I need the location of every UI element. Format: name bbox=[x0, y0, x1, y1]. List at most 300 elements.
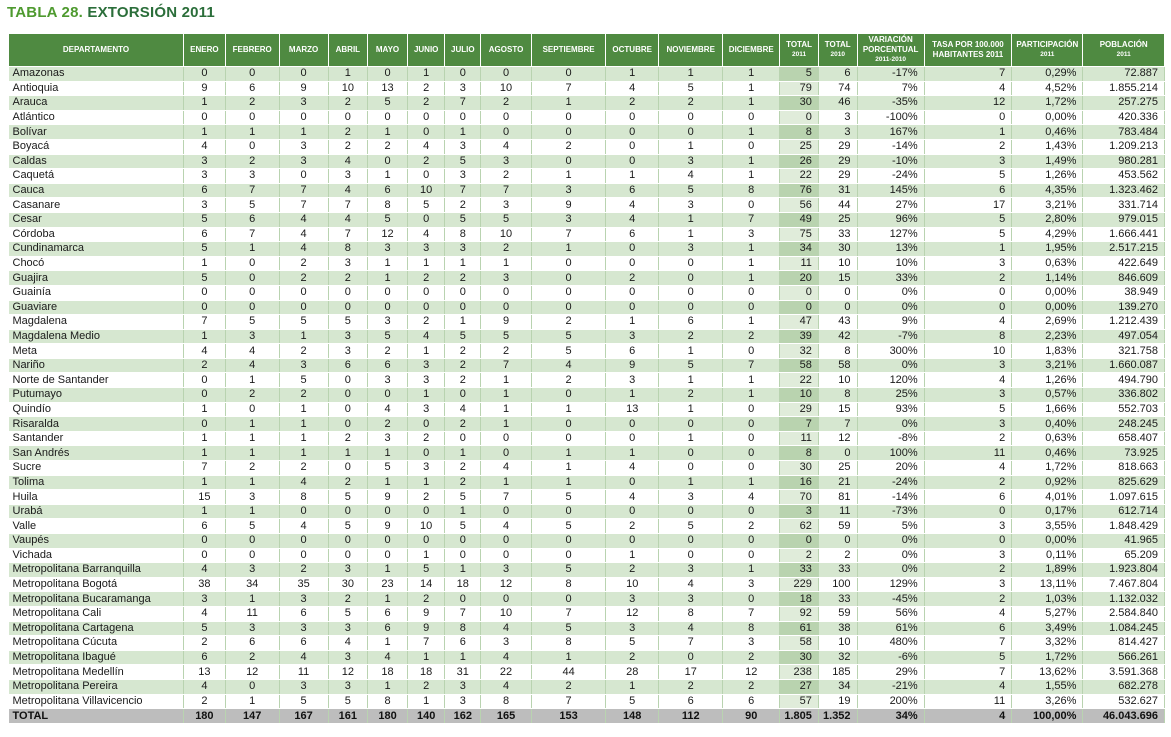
month-cell: 7 bbox=[723, 358, 780, 373]
month-cell: 8 bbox=[723, 183, 780, 198]
month-cell: 4 bbox=[184, 563, 226, 578]
month-cell: 3 bbox=[328, 621, 368, 636]
month-cell: 0 bbox=[606, 256, 659, 271]
value-cell: 6 bbox=[924, 490, 1012, 505]
month-cell: 5 bbox=[481, 212, 532, 227]
month-cell: 3 bbox=[279, 96, 328, 111]
month-cell: 0 bbox=[531, 548, 605, 563]
column-header-label: JULIO bbox=[451, 45, 475, 54]
value-cell: 145% bbox=[857, 183, 924, 198]
month-cell: 5 bbox=[279, 315, 328, 330]
value-cell: 0 bbox=[924, 285, 1012, 300]
table-row bbox=[9, 139, 1165, 154]
table-row bbox=[9, 373, 1165, 388]
month-cell: 1 bbox=[445, 446, 481, 461]
table-row bbox=[9, 169, 1165, 184]
month-cell: 0 bbox=[481, 431, 532, 446]
month-cell: 0 bbox=[368, 110, 408, 125]
value-cell: -17% bbox=[857, 67, 924, 82]
department-cell: Urabá bbox=[9, 504, 184, 519]
month-cell: 0 bbox=[659, 271, 723, 286]
value-cell: 4,29% bbox=[1012, 227, 1083, 242]
month-cell: 0 bbox=[481, 125, 532, 140]
month-cell: 18 bbox=[407, 665, 445, 680]
month-cell: 8 bbox=[445, 227, 481, 242]
month-cell: 1 bbox=[368, 679, 408, 694]
value-cell: 29 bbox=[818, 169, 857, 184]
value-cell: 6 bbox=[818, 67, 857, 82]
month-cell: 0 bbox=[445, 592, 481, 607]
month-cell: 4 bbox=[328, 636, 368, 651]
table-row bbox=[9, 606, 1165, 621]
total-2011-cell: 22 bbox=[780, 169, 819, 184]
month-cell: 5 bbox=[184, 271, 226, 286]
column-header bbox=[328, 34, 368, 67]
month-cell: 0 bbox=[659, 256, 723, 271]
month-cell: 28 bbox=[606, 665, 659, 680]
month-cell: 6 bbox=[184, 227, 226, 242]
month-cell: 0 bbox=[407, 504, 445, 519]
value-cell: 129% bbox=[857, 577, 924, 592]
month-cell: 6 bbox=[279, 636, 328, 651]
value-cell: 5 bbox=[924, 650, 1012, 665]
table-row bbox=[9, 358, 1165, 373]
value-cell: 0% bbox=[857, 548, 924, 563]
value-cell: 46.043.696 bbox=[1083, 709, 1165, 724]
month-cell: 0 bbox=[184, 110, 226, 125]
month-cell: 0 bbox=[279, 300, 328, 315]
month-cell: 1 bbox=[407, 694, 445, 709]
month-cell: 2 bbox=[407, 431, 445, 446]
month-cell: 1 bbox=[184, 446, 226, 461]
department-cell: Norte de Santander bbox=[9, 373, 184, 388]
table-row bbox=[9, 125, 1165, 140]
month-cell: 3 bbox=[225, 490, 279, 505]
month-cell: 0 bbox=[531, 300, 605, 315]
month-cell: 0 bbox=[184, 67, 226, 82]
month-cell: 148 bbox=[606, 709, 659, 724]
month-cell: 0 bbox=[723, 285, 780, 300]
table-row bbox=[9, 694, 1165, 709]
value-cell: 2,80% bbox=[1012, 212, 1083, 227]
value-cell: 59 bbox=[818, 606, 857, 621]
value-cell: 0,00% bbox=[1012, 285, 1083, 300]
month-cell: 6 bbox=[659, 315, 723, 330]
table-row bbox=[9, 534, 1165, 549]
value-cell: -14% bbox=[857, 490, 924, 505]
month-cell: 2 bbox=[279, 256, 328, 271]
month-cell: 0 bbox=[606, 285, 659, 300]
month-cell: 2 bbox=[723, 329, 780, 344]
month-cell: 1 bbox=[723, 271, 780, 286]
month-cell: 0 bbox=[481, 534, 532, 549]
month-cell: 3 bbox=[184, 154, 226, 169]
month-cell: 3 bbox=[328, 169, 368, 184]
month-cell: 1 bbox=[407, 256, 445, 271]
department-cell: Metropolitana Bucaramanga bbox=[9, 592, 184, 607]
month-cell: 3 bbox=[328, 344, 368, 359]
value-cell: 814.427 bbox=[1083, 636, 1165, 651]
month-cell: 0 bbox=[531, 271, 605, 286]
month-cell: 4 bbox=[606, 490, 659, 505]
month-cell: 1 bbox=[723, 81, 780, 96]
month-cell: 1 bbox=[481, 475, 532, 490]
month-cell: 7 bbox=[225, 183, 279, 198]
month-cell: 3 bbox=[279, 592, 328, 607]
value-cell: 0 bbox=[818, 300, 857, 315]
month-cell: 10 bbox=[481, 227, 532, 242]
month-cell: 6 bbox=[184, 650, 226, 665]
month-cell: 2 bbox=[407, 271, 445, 286]
value-cell: 10 bbox=[818, 256, 857, 271]
month-cell: 0 bbox=[225, 534, 279, 549]
value-cell: 100% bbox=[857, 446, 924, 461]
month-cell: 0 bbox=[184, 300, 226, 315]
total-2011-cell: 238 bbox=[780, 665, 819, 680]
month-cell: 4 bbox=[407, 139, 445, 154]
total-2011-cell: 0 bbox=[780, 285, 819, 300]
month-cell: 0 bbox=[606, 242, 659, 257]
column-header bbox=[531, 34, 605, 67]
month-cell: 5 bbox=[407, 563, 445, 578]
month-cell: 1 bbox=[659, 475, 723, 490]
month-cell: 1 bbox=[368, 125, 408, 140]
column-header bbox=[723, 34, 780, 67]
total-2011-cell: 0 bbox=[780, 300, 819, 315]
value-cell: 10% bbox=[857, 256, 924, 271]
month-cell: 0 bbox=[659, 534, 723, 549]
department-cell: Meta bbox=[9, 344, 184, 359]
month-cell: 0 bbox=[723, 446, 780, 461]
month-cell: 5 bbox=[445, 212, 481, 227]
month-cell: 4 bbox=[279, 227, 328, 242]
table-row bbox=[9, 679, 1165, 694]
month-cell: 3 bbox=[407, 402, 445, 417]
month-cell: 3 bbox=[225, 169, 279, 184]
month-cell: 0 bbox=[723, 344, 780, 359]
month-cell: 3 bbox=[225, 329, 279, 344]
month-cell: 0 bbox=[606, 154, 659, 169]
total-2011-cell: 2 bbox=[780, 548, 819, 563]
month-cell: 0 bbox=[368, 534, 408, 549]
month-cell: 3 bbox=[328, 679, 368, 694]
value-cell: 3.591.368 bbox=[1083, 665, 1165, 680]
total-row bbox=[9, 709, 1165, 724]
value-cell: 818.663 bbox=[1083, 461, 1165, 476]
table-row bbox=[9, 519, 1165, 534]
month-cell: 4 bbox=[481, 139, 532, 154]
value-cell: 1.209.213 bbox=[1083, 139, 1165, 154]
month-cell: 3 bbox=[279, 358, 328, 373]
value-cell: 1.323.462 bbox=[1083, 183, 1165, 198]
month-cell: 2 bbox=[407, 315, 445, 330]
column-header-sublabel: 2011 bbox=[1116, 51, 1131, 58]
department-cell: Metropolitana Cartagena bbox=[9, 621, 184, 636]
month-cell: 2 bbox=[723, 679, 780, 694]
value-cell: 682.278 bbox=[1083, 679, 1165, 694]
extortion-table-container bbox=[8, 33, 1165, 724]
month-cell: 0 bbox=[279, 110, 328, 125]
month-cell: 1 bbox=[445, 315, 481, 330]
total-2011-cell: 3 bbox=[780, 504, 819, 519]
month-cell: 167 bbox=[279, 709, 328, 724]
value-cell: 1,83% bbox=[1012, 344, 1083, 359]
month-cell: 1 bbox=[225, 475, 279, 490]
month-cell: 2 bbox=[184, 694, 226, 709]
table-row bbox=[9, 183, 1165, 198]
department-cell: Boyacá bbox=[9, 139, 184, 154]
month-cell: 8 bbox=[368, 198, 408, 213]
total-2011-cell: 30 bbox=[780, 461, 819, 476]
value-cell: 93% bbox=[857, 402, 924, 417]
month-cell: 7 bbox=[531, 227, 605, 242]
month-cell: 2 bbox=[407, 679, 445, 694]
month-cell: 3 bbox=[606, 592, 659, 607]
value-cell: 1.097.615 bbox=[1083, 490, 1165, 505]
column-header bbox=[659, 34, 723, 67]
month-cell: 2 bbox=[328, 125, 368, 140]
month-cell: 0 bbox=[531, 154, 605, 169]
value-cell: 27% bbox=[857, 198, 924, 213]
month-cell: 7 bbox=[445, 183, 481, 198]
month-cell: 0 bbox=[328, 548, 368, 563]
month-cell: 1 bbox=[407, 548, 445, 563]
month-cell: 2 bbox=[225, 461, 279, 476]
value-cell: 20% bbox=[857, 461, 924, 476]
total-2011-cell: 25 bbox=[780, 139, 819, 154]
month-cell: 9 bbox=[279, 81, 328, 96]
month-cell: 7 bbox=[407, 636, 445, 651]
table-row bbox=[9, 81, 1165, 96]
value-cell: 0 bbox=[924, 534, 1012, 549]
value-cell: 3 bbox=[924, 548, 1012, 563]
month-cell: 4 bbox=[531, 358, 605, 373]
month-cell: 5 bbox=[531, 563, 605, 578]
month-cell: 2 bbox=[445, 358, 481, 373]
table-row bbox=[9, 329, 1165, 344]
value-cell: 0% bbox=[857, 300, 924, 315]
month-cell: 1 bbox=[407, 475, 445, 490]
month-cell: 1 bbox=[723, 373, 780, 388]
value-cell: 19 bbox=[818, 694, 857, 709]
month-cell: 0 bbox=[225, 285, 279, 300]
month-cell: 4 bbox=[184, 679, 226, 694]
month-cell: 0 bbox=[184, 285, 226, 300]
table-row bbox=[9, 300, 1165, 315]
month-cell: 7 bbox=[531, 694, 605, 709]
value-cell: 497.054 bbox=[1083, 329, 1165, 344]
month-cell: 3 bbox=[328, 256, 368, 271]
value-cell: 29 bbox=[818, 154, 857, 169]
month-cell: 3 bbox=[659, 592, 723, 607]
month-cell: 5 bbox=[531, 490, 605, 505]
column-header bbox=[1012, 34, 1083, 67]
month-cell: 2 bbox=[659, 96, 723, 111]
department-cell: Santander bbox=[9, 431, 184, 446]
month-cell: 3 bbox=[225, 563, 279, 578]
value-cell: 65.209 bbox=[1083, 548, 1165, 563]
value-cell: 73.925 bbox=[1083, 446, 1165, 461]
department-cell: Atlántico bbox=[9, 110, 184, 125]
value-cell: 494.790 bbox=[1083, 373, 1165, 388]
column-header bbox=[184, 34, 226, 67]
value-cell: 38 bbox=[818, 621, 857, 636]
value-cell: 336.802 bbox=[1083, 388, 1165, 403]
department-cell: Caldas bbox=[9, 154, 184, 169]
column-header-label: MAYO bbox=[375, 45, 400, 54]
department-cell: Guainía bbox=[9, 285, 184, 300]
month-cell: 3 bbox=[184, 169, 226, 184]
month-cell: 4 bbox=[407, 329, 445, 344]
month-cell: 23 bbox=[368, 577, 408, 592]
total-2011-cell: 16 bbox=[780, 475, 819, 490]
month-cell: 1 bbox=[279, 417, 328, 432]
month-cell: 22 bbox=[481, 665, 532, 680]
month-cell: 3 bbox=[481, 636, 532, 651]
value-cell: 5 bbox=[924, 227, 1012, 242]
value-cell: 3,55% bbox=[1012, 519, 1083, 534]
department-cell: Casanare bbox=[9, 198, 184, 213]
month-cell: 2 bbox=[328, 592, 368, 607]
month-cell: 2 bbox=[606, 271, 659, 286]
value-cell: 4,01% bbox=[1012, 490, 1083, 505]
month-cell: 1 bbox=[445, 504, 481, 519]
value-cell: 4 bbox=[924, 81, 1012, 96]
total-2011-cell: 76 bbox=[780, 183, 819, 198]
month-cell: 5 bbox=[445, 154, 481, 169]
value-cell: 980.281 bbox=[1083, 154, 1165, 169]
month-cell: 3 bbox=[531, 212, 605, 227]
table-row bbox=[9, 212, 1165, 227]
month-cell: 3 bbox=[606, 329, 659, 344]
month-cell: 0 bbox=[328, 388, 368, 403]
value-cell: 420.336 bbox=[1083, 110, 1165, 125]
month-cell: 1 bbox=[531, 475, 605, 490]
table-title: EXTORSIÓN 2011 bbox=[87, 4, 215, 21]
month-cell: 0 bbox=[531, 388, 605, 403]
value-cell: 7.467.804 bbox=[1083, 577, 1165, 592]
month-cell: 1 bbox=[225, 417, 279, 432]
value-cell: 257.275 bbox=[1083, 96, 1165, 111]
value-cell: 8 bbox=[818, 344, 857, 359]
month-cell: 5 bbox=[606, 694, 659, 709]
month-cell: 1 bbox=[225, 504, 279, 519]
month-cell: 147 bbox=[225, 709, 279, 724]
month-cell: 1 bbox=[279, 329, 328, 344]
month-cell: 11 bbox=[279, 665, 328, 680]
department-cell: Sucre bbox=[9, 461, 184, 476]
month-cell: 3 bbox=[407, 373, 445, 388]
month-cell: 1 bbox=[723, 154, 780, 169]
value-cell: 566.261 bbox=[1083, 650, 1165, 665]
month-cell: 1 bbox=[723, 96, 780, 111]
month-cell: 6 bbox=[606, 344, 659, 359]
month-cell: 0 bbox=[723, 300, 780, 315]
month-cell: 2 bbox=[481, 344, 532, 359]
month-cell: 5 bbox=[368, 212, 408, 227]
table-row bbox=[9, 504, 1165, 519]
month-cell: 3 bbox=[659, 198, 723, 213]
value-cell: 42 bbox=[818, 329, 857, 344]
month-cell: 1 bbox=[606, 679, 659, 694]
total-2011-cell: 49 bbox=[780, 212, 819, 227]
department-cell: Metropolitana Ibagué bbox=[9, 650, 184, 665]
month-cell: 1 bbox=[368, 271, 408, 286]
month-cell: 0 bbox=[481, 548, 532, 563]
month-cell: 5 bbox=[445, 519, 481, 534]
month-cell: 0 bbox=[531, 285, 605, 300]
month-cell: 5 bbox=[659, 519, 723, 534]
month-cell: 1 bbox=[184, 256, 226, 271]
value-cell: 29% bbox=[857, 665, 924, 680]
month-cell: 1 bbox=[279, 431, 328, 446]
month-cell: 1 bbox=[723, 563, 780, 578]
value-cell: -45% bbox=[857, 592, 924, 607]
month-cell: 0 bbox=[481, 300, 532, 315]
month-cell: 3 bbox=[445, 139, 481, 154]
month-cell: 5 bbox=[328, 490, 368, 505]
month-cell: 6 bbox=[659, 694, 723, 709]
month-cell: 7 bbox=[225, 227, 279, 242]
month-cell: 8 bbox=[445, 621, 481, 636]
month-cell: 0 bbox=[225, 139, 279, 154]
month-cell: 1 bbox=[225, 242, 279, 257]
month-cell: 5 bbox=[407, 198, 445, 213]
month-cell: 3 bbox=[531, 183, 605, 198]
month-cell: 153 bbox=[531, 709, 605, 724]
value-cell: 2 bbox=[924, 431, 1012, 446]
value-cell: 0% bbox=[857, 285, 924, 300]
value-cell: 120% bbox=[857, 373, 924, 388]
month-cell: 0 bbox=[368, 300, 408, 315]
month-cell: 0 bbox=[328, 373, 368, 388]
month-cell: 4 bbox=[279, 650, 328, 665]
month-cell: 3 bbox=[279, 139, 328, 154]
month-cell: 2 bbox=[606, 563, 659, 578]
value-cell: 74 bbox=[818, 81, 857, 96]
month-cell: 6 bbox=[368, 606, 408, 621]
month-cell: 2 bbox=[328, 431, 368, 446]
month-cell: 0 bbox=[723, 592, 780, 607]
total-2011-cell: 20 bbox=[780, 271, 819, 286]
month-cell: 0 bbox=[723, 548, 780, 563]
total-2011-cell: 18 bbox=[780, 592, 819, 607]
month-cell: 0 bbox=[407, 285, 445, 300]
month-cell: 3 bbox=[445, 679, 481, 694]
month-cell: 0 bbox=[531, 125, 605, 140]
month-cell: 0 bbox=[531, 431, 605, 446]
month-cell: 4 bbox=[279, 212, 328, 227]
value-cell: -24% bbox=[857, 169, 924, 184]
month-cell: 1 bbox=[445, 256, 481, 271]
month-cell: 1 bbox=[184, 125, 226, 140]
total-2011-cell: 56 bbox=[780, 198, 819, 213]
month-cell: 6 bbox=[328, 358, 368, 373]
value-cell: 10 bbox=[818, 636, 857, 651]
department-cell: Guaviare bbox=[9, 300, 184, 315]
column-header bbox=[279, 34, 328, 67]
month-cell: 0 bbox=[328, 417, 368, 432]
month-cell: 3 bbox=[328, 563, 368, 578]
value-cell: 0,00% bbox=[1012, 110, 1083, 125]
month-cell: 3 bbox=[184, 198, 226, 213]
value-cell: 3 bbox=[924, 519, 1012, 534]
month-cell: 1 bbox=[225, 694, 279, 709]
month-cell: 180 bbox=[368, 709, 408, 724]
table-row bbox=[9, 548, 1165, 563]
month-cell: 1 bbox=[328, 67, 368, 82]
month-cell: 0 bbox=[407, 110, 445, 125]
